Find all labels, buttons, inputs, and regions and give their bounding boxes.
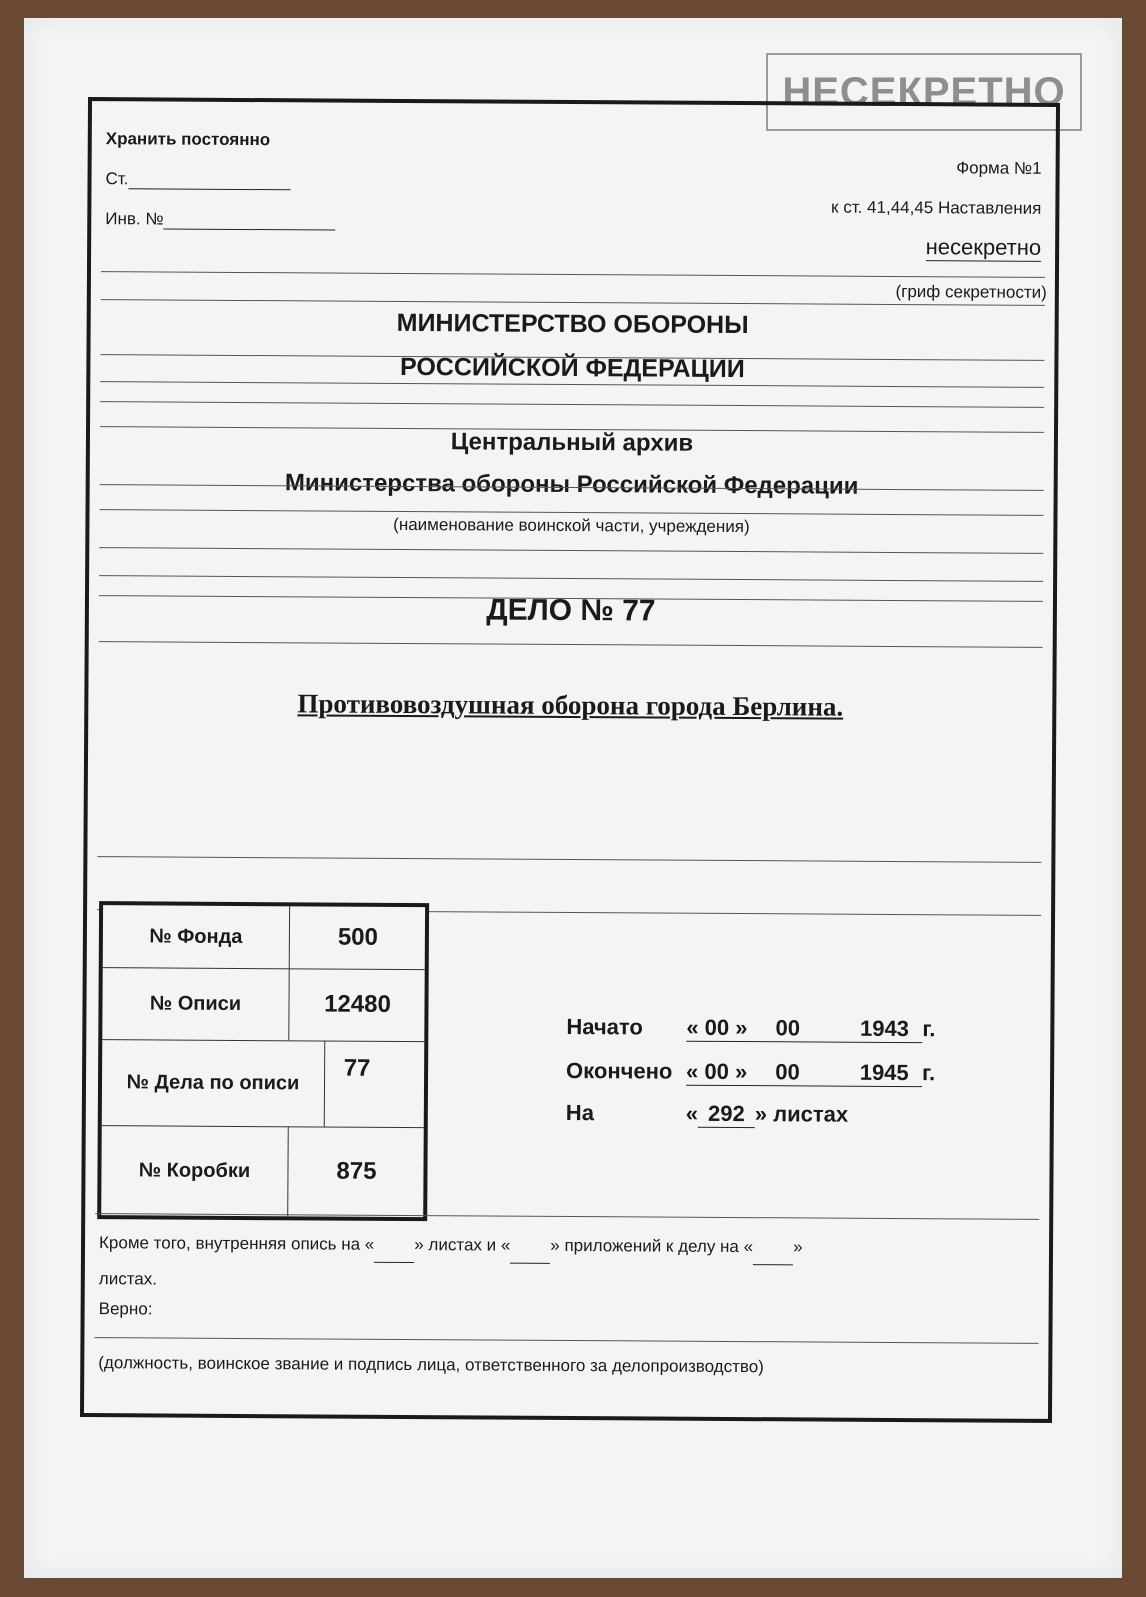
started-month: 00 — [775, 1015, 801, 1041]
sheets-label: На — [565, 1099, 595, 1126]
ended-label: Окончено — [566, 1057, 673, 1084]
archive-line-1: Центральный архив — [450, 428, 694, 457]
table-row — [103, 905, 425, 970]
classification-value: несекретно — [925, 234, 1042, 260]
form-number: Форма №1 — [956, 158, 1042, 178]
started-day: « 00 » — [686, 1014, 748, 1041]
keep-permanently-label: Хранить постоянно — [105, 129, 271, 150]
divider — [101, 271, 1045, 278]
classification-caption: (гриф секретности) — [895, 281, 1047, 302]
ended-year: 1945 — [859, 1059, 909, 1086]
inventory-value: 12480 — [324, 990, 391, 1018]
ministry-line-2: РОССИЙСКОЙ ФЕДЕРАЦИИ — [399, 352, 745, 384]
case-no-label: № Дела по описи — [102, 1039, 326, 1126]
unclassified-stamp: НЕСЕКРЕТНО — [766, 53, 1082, 131]
sheets-close: » листах — [754, 1101, 849, 1127]
sheets-row — [566, 1100, 848, 1129]
archive-line-2: Министерства обороны Российской Федерации — [284, 469, 859, 500]
started-label: Начато — [566, 1013, 643, 1040]
ended-date — [686, 1059, 922, 1087]
case-subject: Противовоздушная оборона города Берлина. — [297, 688, 844, 722]
signature-caption: (должность, воинское звание и подпись лица, ответственного за делопроизводство) — [98, 1353, 764, 1377]
ended-day: « 00 » — [686, 1058, 748, 1085]
started-year: 1943 — [859, 1015, 910, 1042]
case-cover-form — [80, 97, 1060, 1423]
ended-month: 00 — [775, 1059, 800, 1085]
divider — [99, 547, 1043, 554]
fund-value: 500 — [337, 923, 379, 951]
form-reference: к ст. 41,44,45 Наставления — [831, 197, 1042, 218]
blank — [374, 1262, 414, 1263]
inventory-no-field — [105, 209, 335, 230]
st-field — [105, 169, 290, 190]
sheets-open: « — [685, 1100, 699, 1126]
started-row — [566, 1014, 935, 1043]
verified-label: Верно: — [98, 1299, 153, 1319]
inventory-note-text: » листах и « — [414, 1235, 511, 1255]
blank — [510, 1263, 550, 1264]
divider — [94, 1337, 1038, 1344]
table-row — [101, 1125, 424, 1217]
started-date — [686, 1015, 922, 1043]
ministry-line-1: МИНИСТЕРСТВО ОБОРОНЫ — [396, 308, 749, 340]
table-row — [102, 1039, 425, 1128]
inventory-no-label: Инв. № — [105, 209, 164, 229]
inventory-note — [99, 1225, 1037, 1303]
fund-label: № Фонда — [103, 905, 290, 968]
year-suffix: г. — [922, 1016, 936, 1042]
box-value: 875 — [336, 1157, 377, 1185]
case-no-value: 77 — [343, 1054, 371, 1082]
archive-caption: (наименование воинской части, учреждения) — [393, 514, 750, 537]
blank — [753, 1264, 793, 1265]
inventory-no-blank — [164, 229, 336, 231]
inventory-note-text: Кроме того, внутренняя опись на « — [98, 1233, 375, 1254]
inventory-note-text: » приложений к делу на « — [550, 1235, 754, 1257]
st-label: Ст. — [105, 169, 129, 189]
st-blank — [128, 188, 290, 190]
divider — [100, 401, 1044, 408]
case-number-title: ДЕЛО № 77 — [486, 593, 656, 628]
box-label: № Коробки — [101, 1125, 289, 1216]
divider — [99, 641, 1043, 648]
divider — [97, 856, 1041, 863]
inventory-note-text: листах. — [98, 1269, 158, 1289]
inventory-label: № Описи — [102, 967, 289, 1040]
year-suffix: г. — [922, 1060, 936, 1086]
fund-table — [97, 901, 429, 1221]
sheets-count: 292 — [698, 1101, 755, 1128]
archive-block — [90, 419, 1054, 509]
ministry-block — [90, 299, 1055, 393]
divider — [99, 575, 1043, 582]
table-row — [102, 967, 424, 1042]
inventory-note-text: » — [793, 1237, 803, 1257]
ended-row — [566, 1058, 935, 1087]
